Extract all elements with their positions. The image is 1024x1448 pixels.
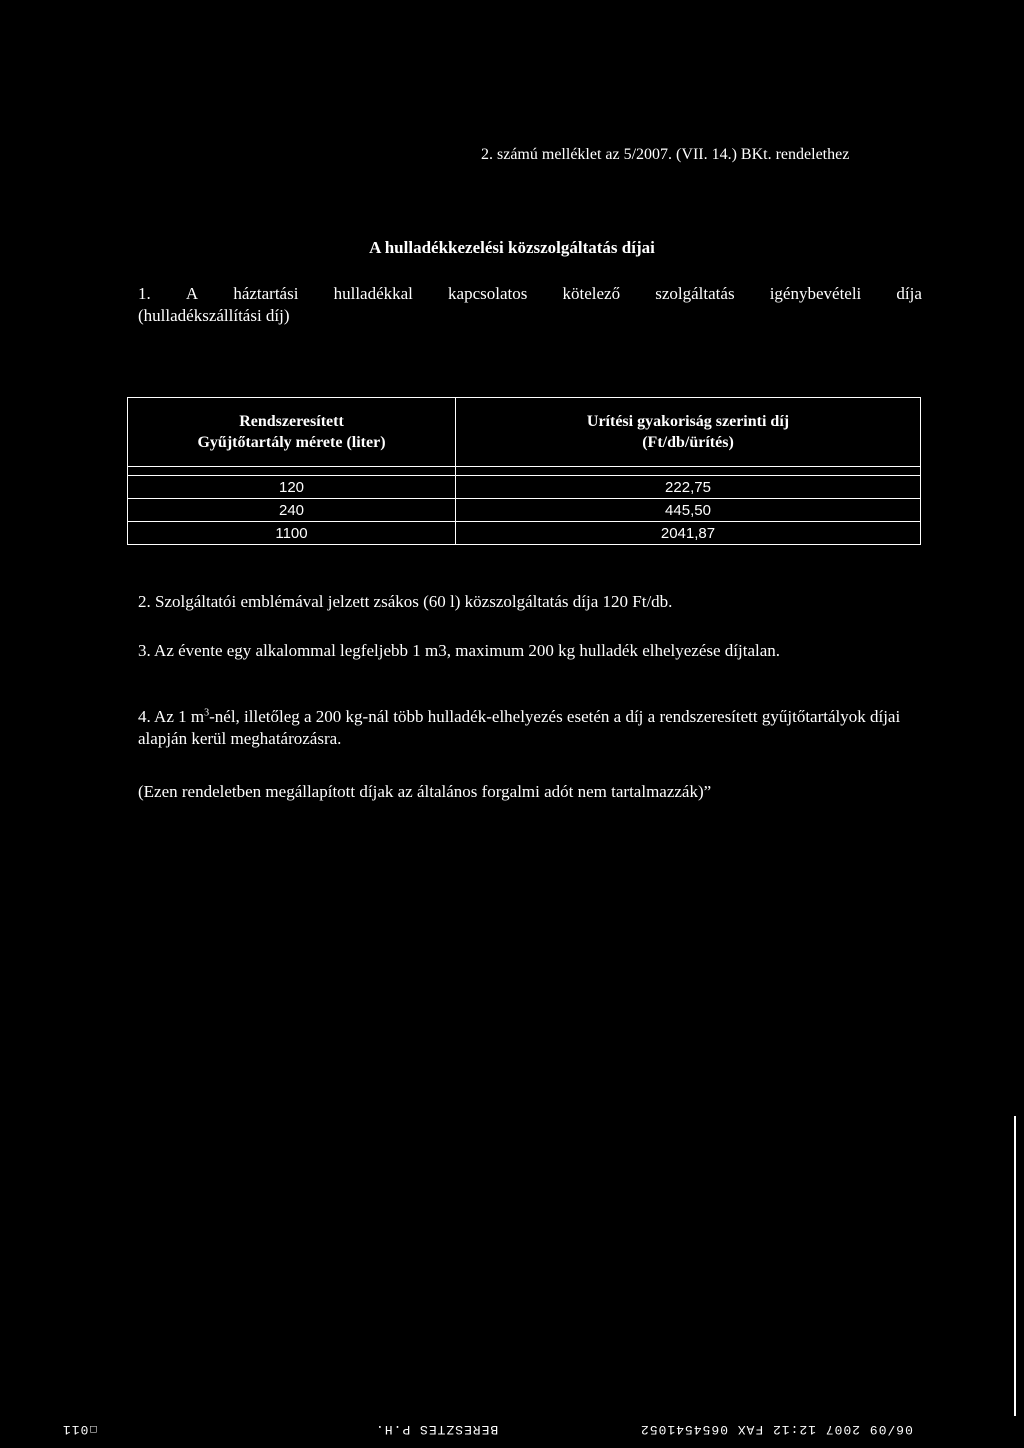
fax-sender: BERESZTES P.H. [375,1422,499,1437]
section-4-text-start: 4. Az 1 m [138,707,205,726]
spacer-cell [128,467,456,476]
fee-table-header-container-size [128,398,456,467]
fee-table [127,397,921,545]
section-1-word: igénybevételi [769,284,862,303]
fee-table-spacer-row [128,467,921,476]
document-title: A hulladékkezelési közszolgáltatás díjai [369,238,655,257]
section-1-word: A [185,284,199,303]
table-row [128,522,921,545]
header-line: Urítési gyakoriság szerinti díj [586,413,790,430]
section-1-word: hulladékkal [333,284,413,303]
section-1-word: díja [896,284,922,303]
section-4-text-end: -nél, illetőleg a 200 kg-nál több hulladék-elhelyezés esetén a díj a rendszeresített gyűjtőtartályok díjai alapján kerül meghatározásra. [138,707,901,748]
section-1-line-2: (hulladékszállítási díj) [138,306,290,325]
section-3-paragraph: 3. Az évente egy alkalommal legfeljebb 1 m3, maximum 200 kg hulladék elhelyezése díjtalan. [138,641,781,660]
section-1-word: szolgáltatás [655,284,735,303]
fee-cell: 222,75 [456,476,921,499]
section-1-line-1 [138,283,922,305]
header-line: Gyűjtőtartály mérete (liter) [197,434,386,451]
header-line: Rendszeresített [239,413,344,430]
header-line: (Ft/db/ürítés) [642,434,734,451]
spacer-cell [456,467,921,476]
fax-footer [0,1422,1024,1440]
section-1-paragraph [138,283,922,327]
superscript-exponent: 3 [204,707,210,719]
scan-edge-line [1014,1116,1016,1416]
fee-cell: 445,50 [456,499,921,522]
section-2-paragraph: 2. Szolgáltatói emblémával jelzett zsákos (60 l) közszolgáltatás díja 120 Ft/db. [138,592,673,611]
container-size-cell: 240 [128,499,456,522]
document-header-note: 2. számú melléklet az 5/2007. (VII. 14.) BKt. rendelethez [481,146,850,163]
section-1-word: 1. [138,284,151,303]
section-4-paragraph [138,706,922,750]
container-size-cell: 1100 [128,522,456,545]
section-1-word: kötelező [562,284,621,303]
fee-table-header-row [128,398,921,467]
fax-number-timestamp: 06/09 2007 12:12 FAX 0654541052 [640,1422,913,1437]
fax-page-number: ☐011 [62,1422,98,1437]
section-1-word: háztartási [233,284,299,303]
fee-cell: 2041,87 [456,522,921,545]
fee-table-header-fee [456,398,921,467]
table-row [128,476,921,499]
table-row [128,499,921,522]
container-size-cell: 120 [128,476,456,499]
section-1-word: kapcsolatos [448,284,528,303]
vat-note: (Ezen rendeletben megállapított díjak az általános forgalmi adót nem tartalmazzák)” [138,782,712,801]
